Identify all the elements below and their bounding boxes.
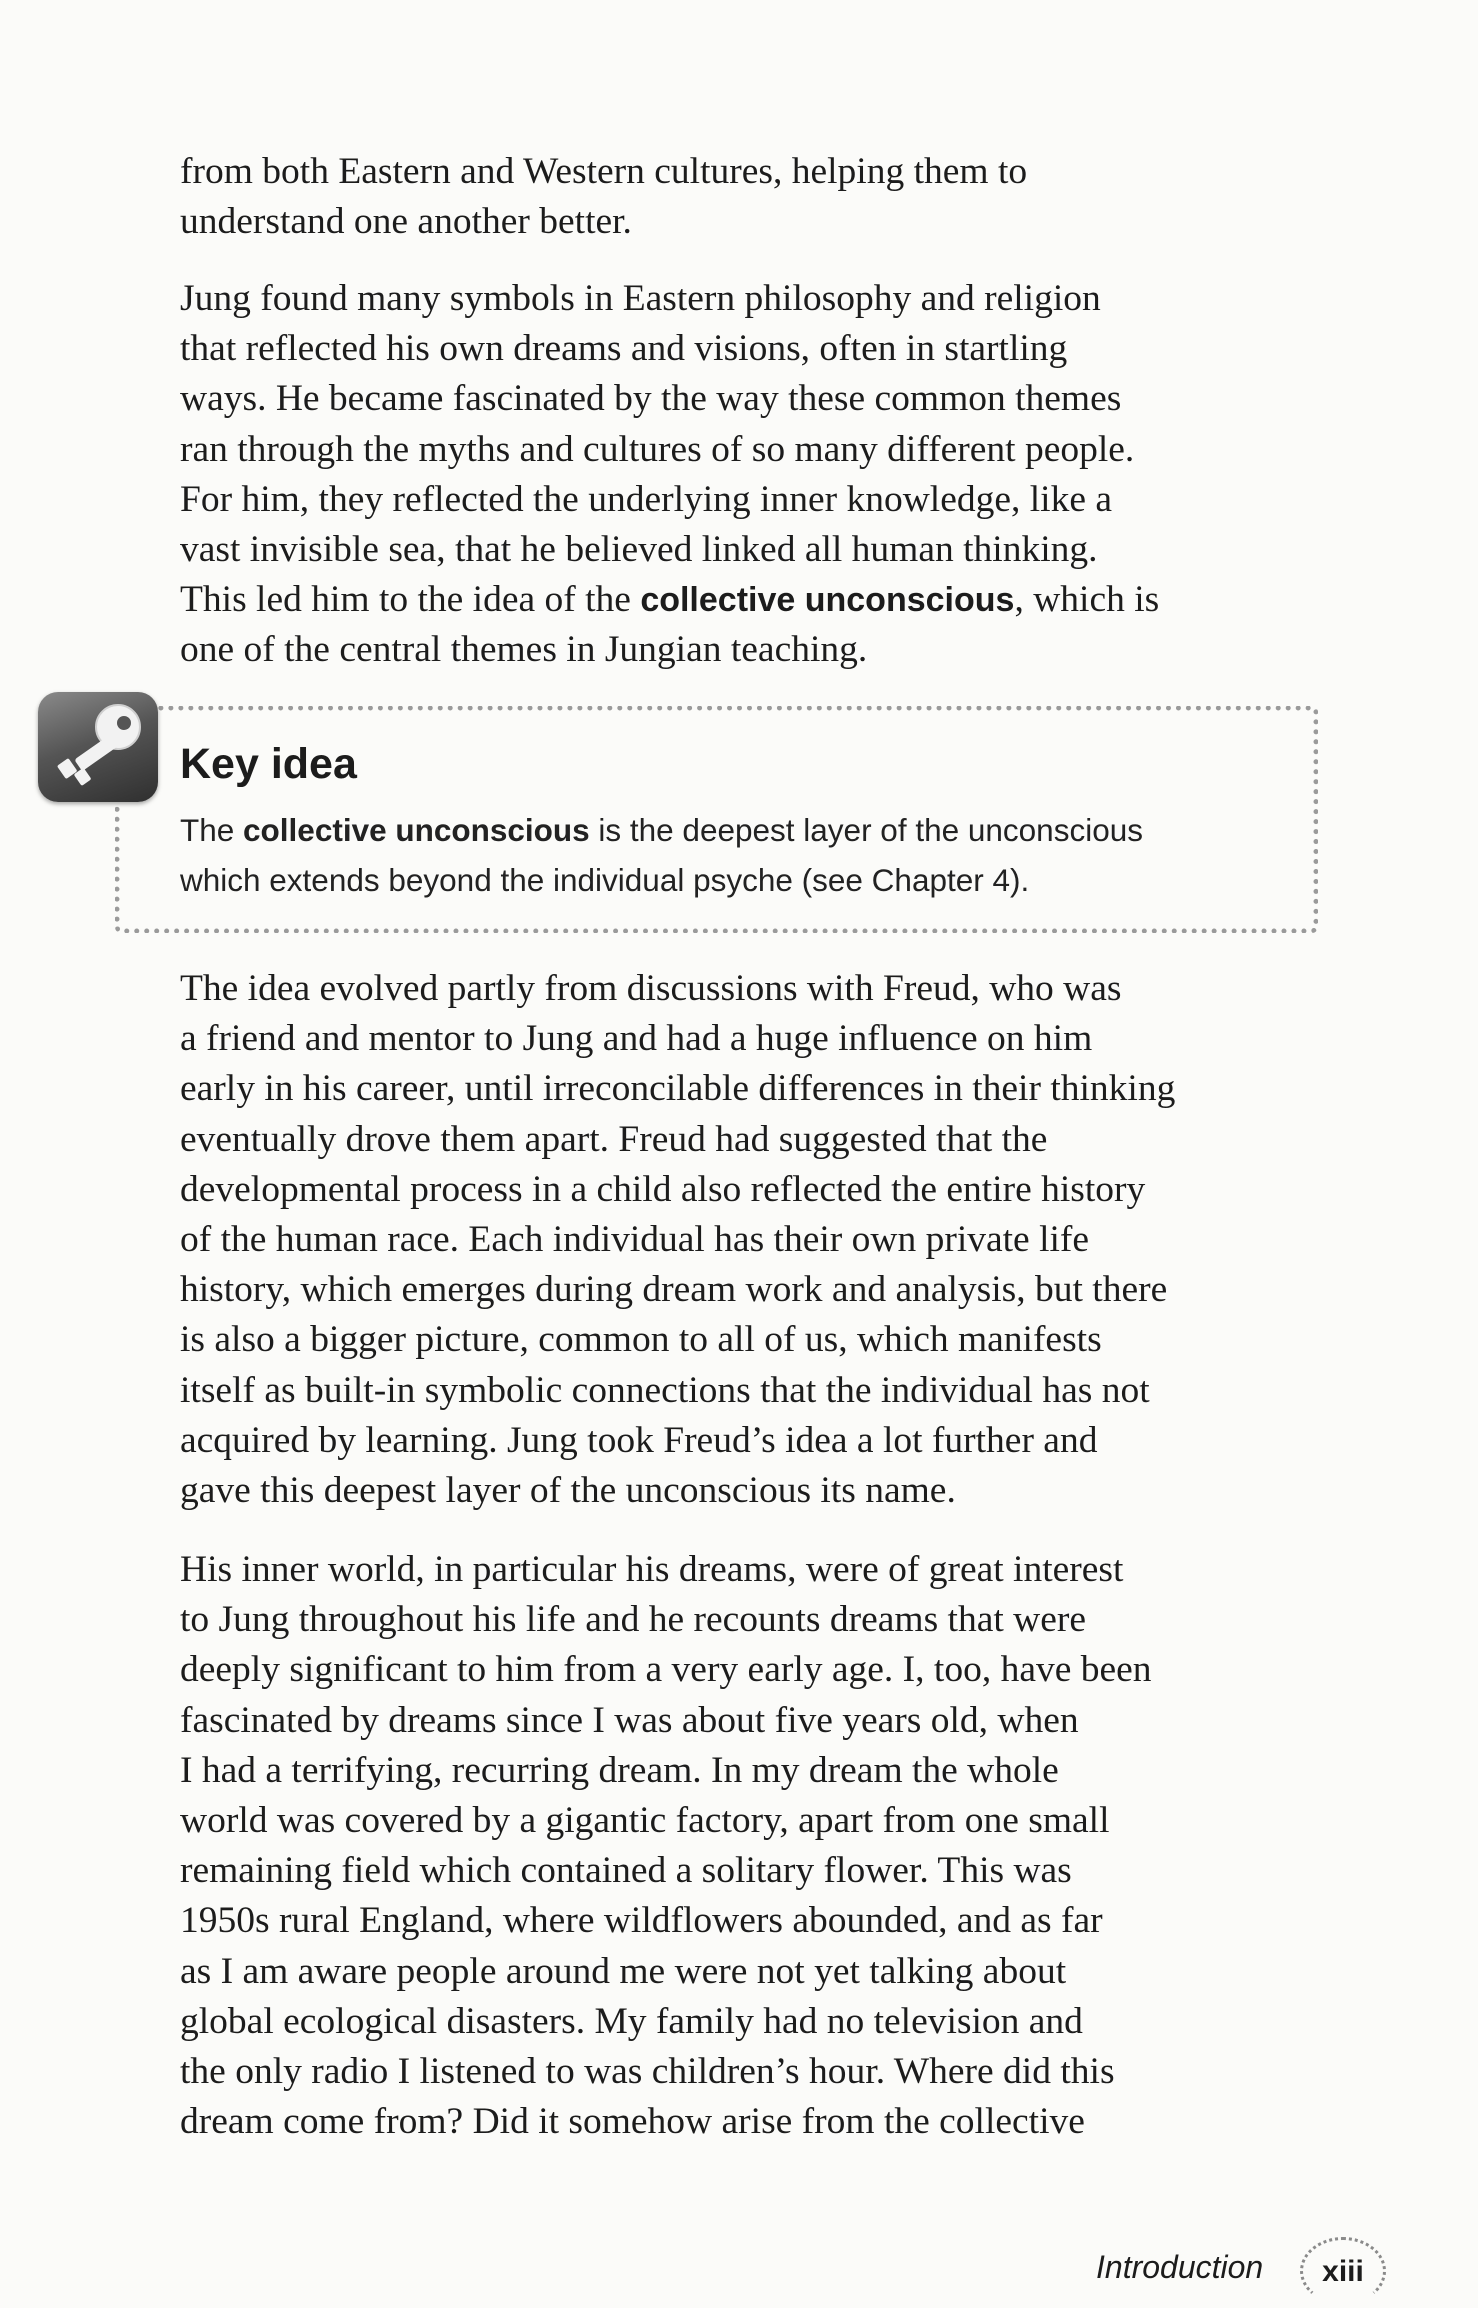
text-line: as I am aware people around me were not yet talking about <box>180 1950 1067 1992</box>
text-line: early in his career, until irreconcilable differences in their thinking <box>180 1068 1176 1110</box>
text-run: The <box>180 812 244 848</box>
text-line: Jung found many symbols in Eastern philosophy and religion <box>180 278 1101 319</box>
text-line: For him, they reflected the underlying inner knowledge, like a <box>180 478 1113 520</box>
bold-term: collective unconscious <box>243 812 590 848</box>
bold-term: collective unconscious <box>640 581 1015 620</box>
text-line: of the human race. Each individual has their own private life <box>180 1219 1090 1261</box>
text-line: vast invisible sea, that he believed linked all human thinking. <box>180 529 1098 571</box>
text-line: The idea evolved partly from discussions with Freud, who was <box>180 968 1122 1009</box>
paragraph-continuation <box>180 147 1310 247</box>
text-line: itself as built-in symbolic connections that the individual has not <box>180 1369 1150 1411</box>
text-line: from both Eastern and Western cultures, helping them to <box>180 151 1028 192</box>
text-run: , which is <box>1014 579 1160 621</box>
text-line: fascinated by dreams since I was about five years old, when <box>180 1699 1079 1741</box>
text-line: world was covered by a gigantic factory, apart from one small <box>180 1800 1110 1842</box>
text-line: 1950s rural England, where wildflowers abounded, and as far <box>180 1900 1103 1942</box>
text-line: gave this deepest layer of the unconscious its name. <box>180 1470 956 1512</box>
text-line: one of the central themes in Jungian teaching. <box>180 629 868 671</box>
text-line: is also a bigger picture, common to all of us, which manifests <box>180 1319 1102 1361</box>
text-line: a friend and mentor to Jung and had a huge influence on him <box>180 1018 1093 1060</box>
text-line: the only radio I listened to was children’s hour. Where did this <box>180 2051 1115 2093</box>
text-line: remaining field which contained a solitary flower. This was <box>180 1850 1072 1892</box>
page-number: xiii <box>1300 2237 1386 2305</box>
text-line: understand one another better. <box>180 201 632 243</box>
text-line: eventually drove them apart. Freud had suggested that the <box>180 1118 1048 1160</box>
paragraph-jung-symbols <box>180 274 1310 676</box>
text-line: dream come from? Did it somehow arise from the collective <box>180 2101 1085 2143</box>
text-line: history, which emerges during dream work and analysis, but there <box>180 1269 1168 1311</box>
text-line: I had a terrifying, recurring dream. In my dream the whole <box>180 1749 1059 1791</box>
section-label: Introduction <box>1096 2249 1264 2285</box>
text-line: ran through the myths and cultures of so many different people. <box>180 428 1135 470</box>
text-line: His inner world, in particular his dreams, were of great interest <box>180 1549 1124 1590</box>
text-line: to Jung throughout his life and he recounts dreams that were <box>180 1599 1087 1641</box>
text-line: global ecological disasters. My family had no television and <box>180 2000 1083 2042</box>
key-idea-text <box>180 805 1280 905</box>
text-line: ways. He became fascinated by the way these common themes <box>180 378 1122 420</box>
key-idea-title: Key idea <box>180 740 357 788</box>
text-line: acquired by learning. Jung took Freud’s idea a lot further and <box>180 1419 1098 1461</box>
text-run: This led him to the idea of the <box>180 579 641 621</box>
paragraph-freud <box>180 964 1310 1516</box>
paragraph-dreams <box>180 1545 1310 2147</box>
text-line <box>180 575 1310 625</box>
text-line: deeply significant to him from a very early age. I, too, have been <box>180 1649 1152 1691</box>
key-icon <box>38 692 158 802</box>
text-run: is the deepest layer of the unconscious <box>589 812 1143 848</box>
text-line: which extends beyond the individual psyche (see Chapter 4). <box>180 862 1030 898</box>
text-line <box>180 805 1280 855</box>
text-line: developmental process in a child also reflected the entire history <box>180 1168 1146 1210</box>
text-line: that reflected his own dreams and visions, often in startling <box>180 328 1068 370</box>
